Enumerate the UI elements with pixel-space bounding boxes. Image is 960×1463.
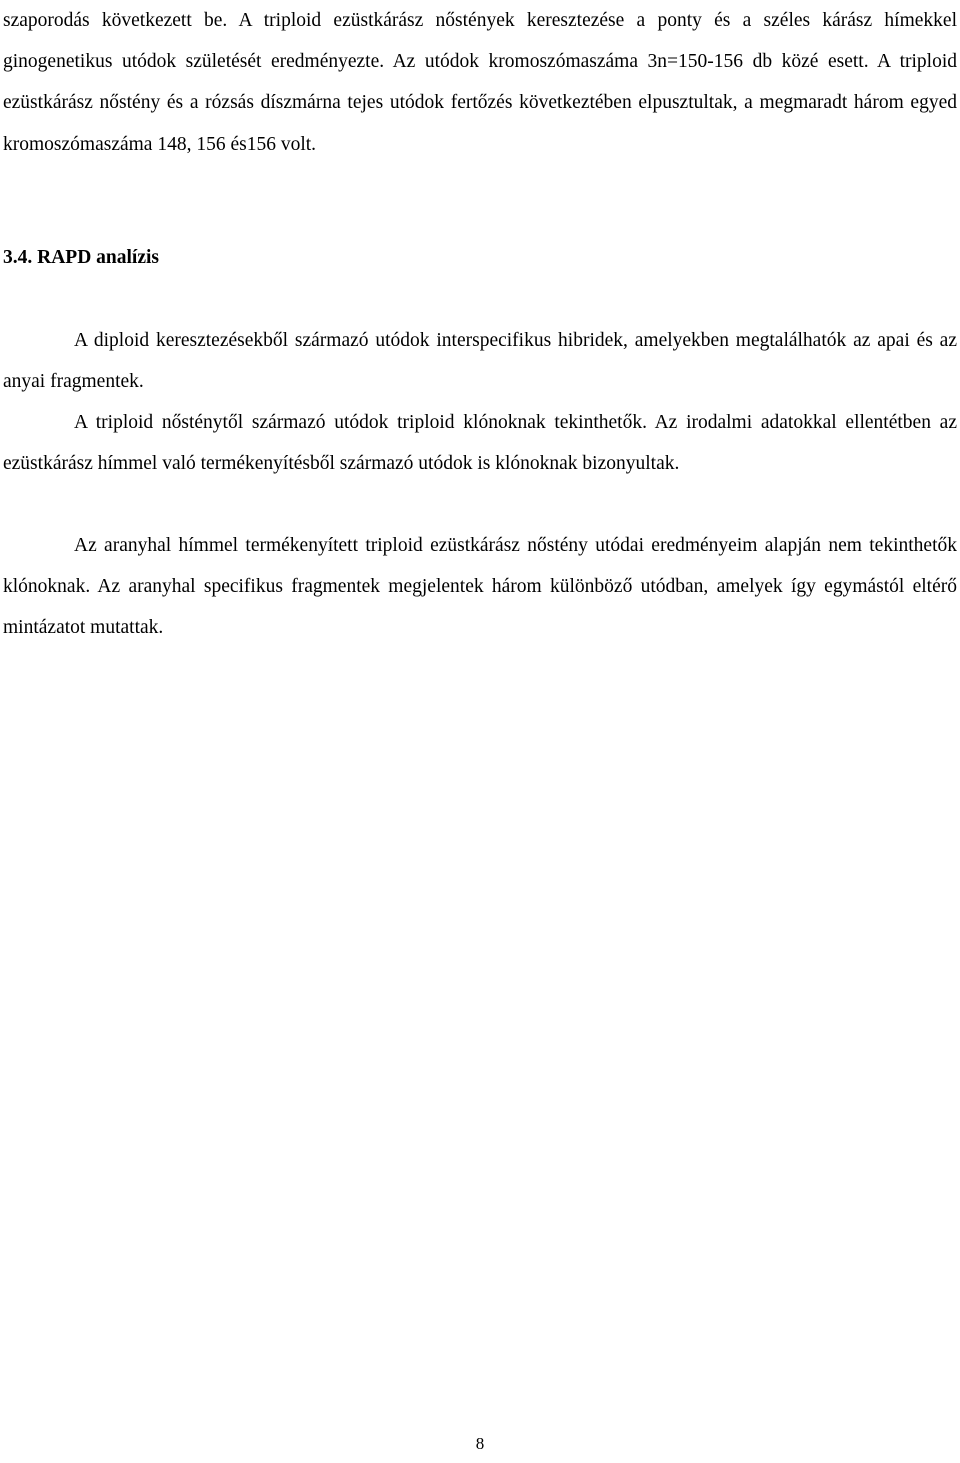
body-paragraph: A diploid keresztezésekből származó utódok interspecifikus hibridek, amelyekben megtalálhatók az apai és az anyai fragmentek. xyxy=(3,330,957,393)
intro-paragraph: szaporodás következett be. A triploid ezüstkárász nőstények keresztezése a ponty és a széles kárász hímekkel ginogenetikus utódok születését eredményezte. Az utódok kromoszómaszáma 3n=150-156 db közé esett. A triploid ezüstkárász nőstény és a rózsás díszmárna tejes utódok fertőzés következtében elpusztultak, a megmaradt három egyed kromoszómaszáma 148, 156 és156 volt. xyxy=(3,10,957,155)
page-number: 8 xyxy=(475,1434,485,1453)
body-paragraph: A triploid nősténytől származó utódok triploid klónoknak tekinthetők. Az irodalmi adatokkal ellentétben az ezüstkárász hímmel való termékenyítésből származó utódok is klónoknak bizonyultak. xyxy=(3,412,957,475)
section-heading: 3.4. RAPD analízis xyxy=(3,247,159,268)
body-paragraph: Az aranyhal hímmel termékenyített triploid ezüstkárász nőstény utódai eredményeim alapján nem tekinthetők klónoknak. Az aranyhal specifikus fragmentek megjelentek három különböző utódban, amelyek így egymástól eltérő mintázatot mutattak. xyxy=(3,535,957,639)
